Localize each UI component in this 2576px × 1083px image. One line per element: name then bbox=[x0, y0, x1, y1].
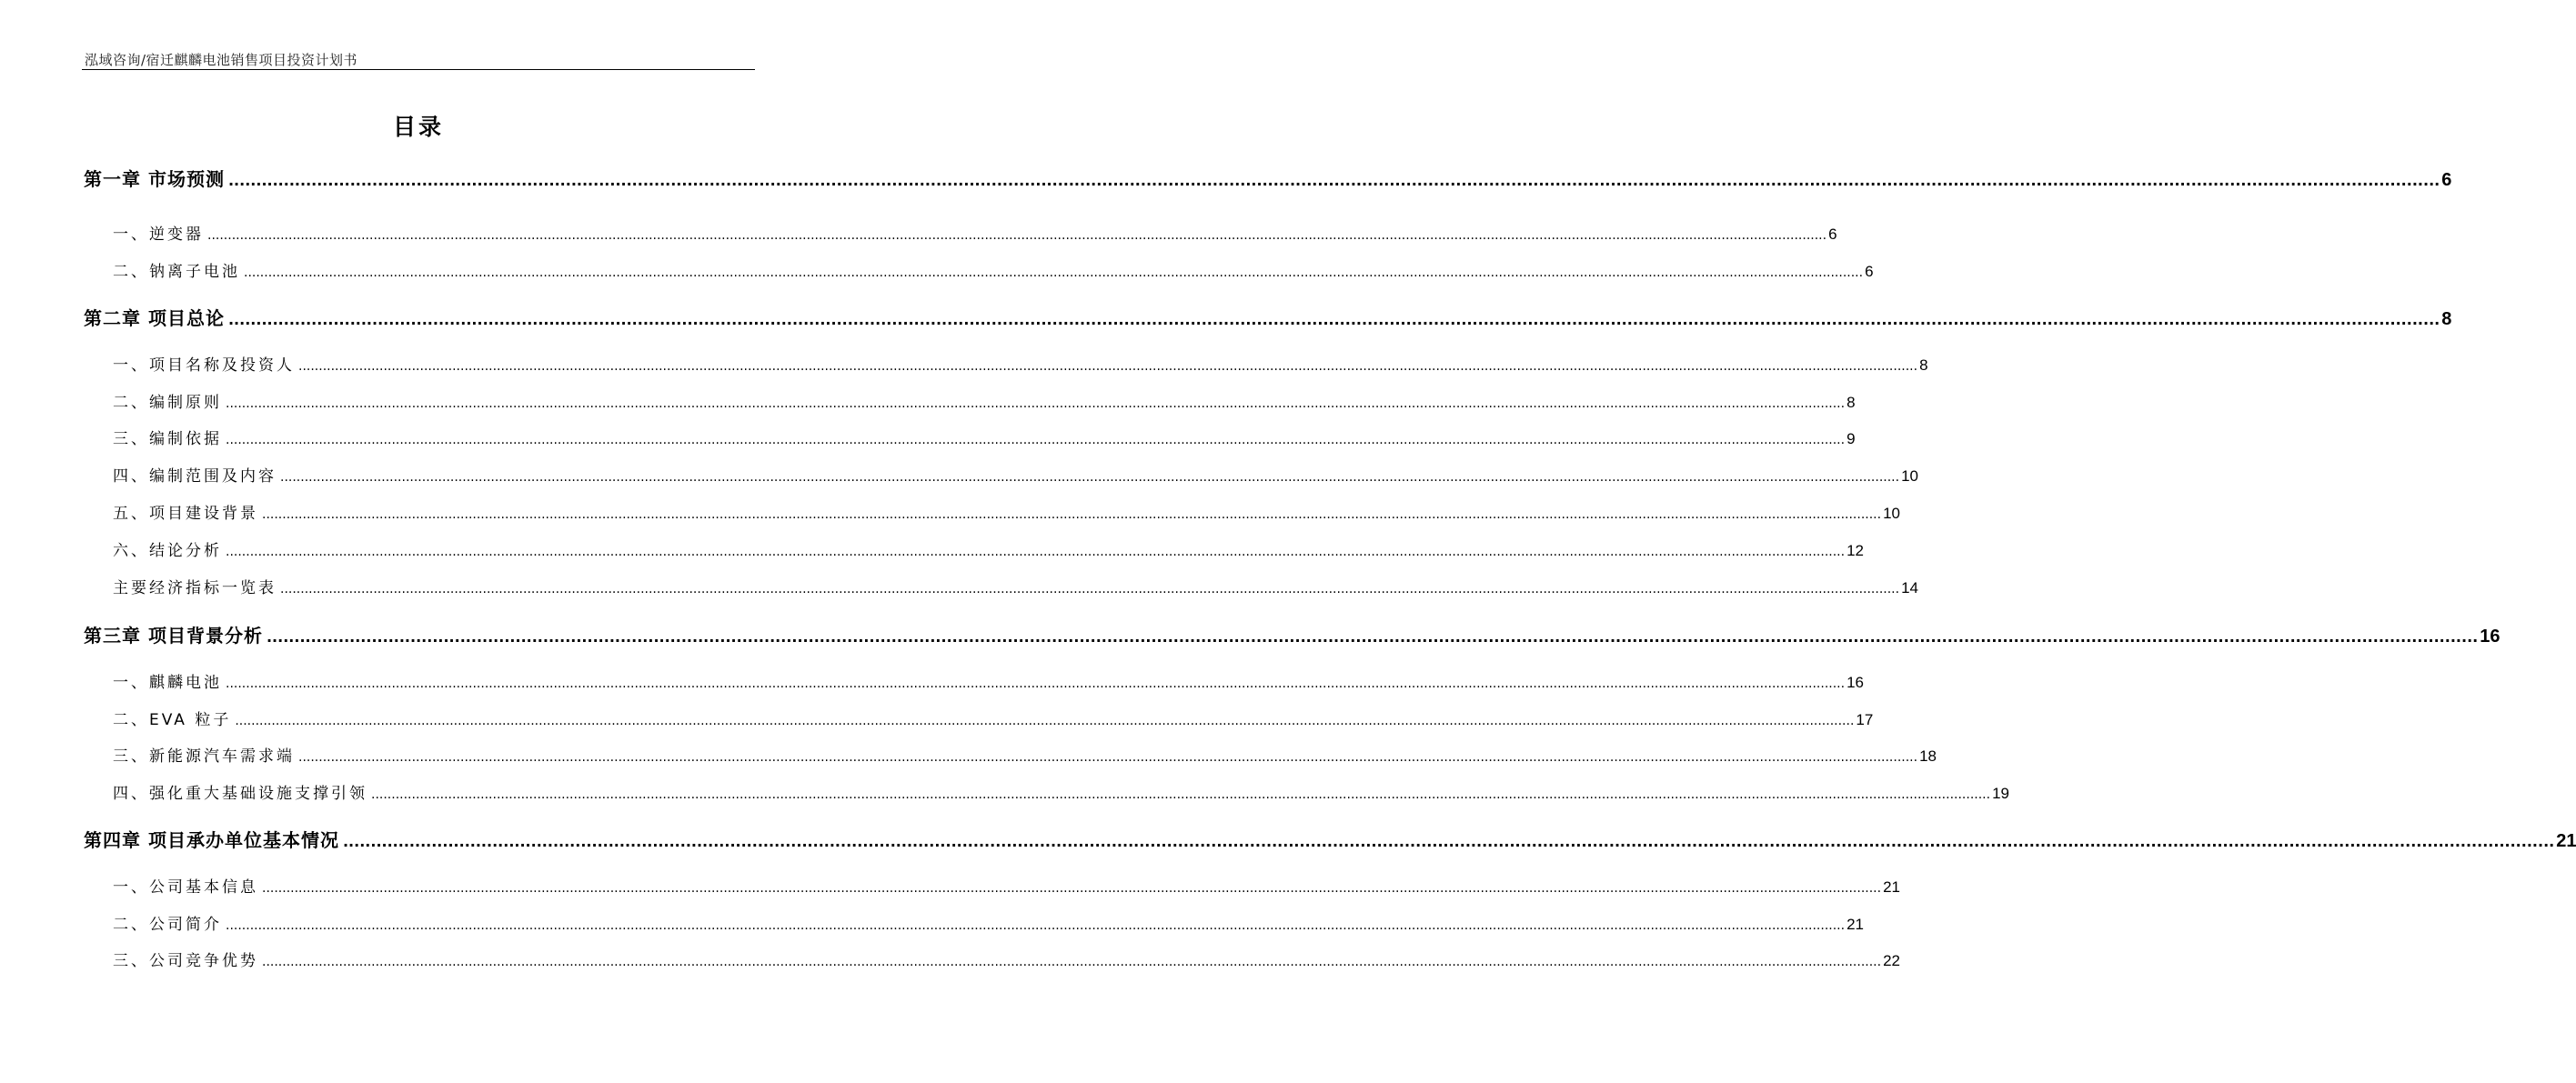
toc-section[interactable] bbox=[113, 877, 1900, 898]
toc-section[interactable] bbox=[113, 355, 1928, 376]
toc-entry-label: 钠离子电池 bbox=[149, 263, 240, 281]
toc-section[interactable] bbox=[113, 783, 2009, 805]
toc-section[interactable] bbox=[113, 672, 1864, 694]
toc-page-number: 21 bbox=[2556, 831, 2576, 851]
toc-section[interactable] bbox=[113, 261, 1874, 283]
toc-entry-label: 强化重大基础设施支撑引领 bbox=[149, 785, 367, 803]
toc-section-number: 三、 bbox=[113, 747, 149, 766]
toc-section-number: 一、 bbox=[113, 878, 149, 897]
dot-leader: ................................................................................................................................................................................................................................................................................................................................................................................................................ bbox=[244, 266, 1864, 280]
toc-section[interactable] bbox=[113, 392, 1856, 414]
dot-leader: ................................................................................................................................................................................................................................................................................................................................................................................................................ bbox=[227, 172, 2440, 189]
toc-page-number: 21 bbox=[1883, 878, 1900, 896]
toc-section-number: 三、 bbox=[113, 952, 149, 970]
toc-chapter-1[interactable] bbox=[84, 166, 2452, 192]
toc-section[interactable] bbox=[113, 224, 1837, 246]
toc-entry-label: 第一章 市场预测 bbox=[84, 168, 225, 190]
toc-page-number: 6 bbox=[1865, 263, 1874, 280]
toc-entry-label: 编制原则 bbox=[149, 394, 222, 412]
toc-section-number: 五、 bbox=[113, 505, 149, 523]
toc-section-number: 二、 bbox=[113, 394, 149, 412]
toc-page-number: 14 bbox=[1901, 579, 1918, 597]
toc-entry-label: 编制范围及内容 bbox=[149, 467, 277, 486]
toc-section[interactable] bbox=[113, 577, 1918, 599]
toc-section-number: 一、 bbox=[113, 226, 149, 244]
toc-entry-label: 逆变器 bbox=[149, 226, 204, 244]
toc-page-number: 8 bbox=[1846, 394, 1856, 411]
dot-leader: ................................................................................................................................................................................................................................................................................................................................................................................................................ bbox=[226, 677, 1846, 691]
dot-leader: ................................................................................................................................................................................................................................................................................................................................................................................................................ bbox=[280, 582, 1900, 597]
dot-leader: ................................................................................................................................................................................................................................................................................................................................................................................................................ bbox=[207, 228, 1827, 243]
dot-leader: ................................................................................................................................................................................................................................................................................................................................................................................................................ bbox=[298, 359, 1918, 374]
toc-page-number: 8 bbox=[2441, 309, 2452, 329]
toc-section-number: 四、 bbox=[113, 467, 149, 486]
toc-entry-label: 麒麟电池 bbox=[149, 674, 222, 692]
toc-entry-label: 第三章 项目背景分析 bbox=[84, 625, 263, 647]
dot-leader: ................................................................................................................................................................................................................................................................................................................................................................................................................ bbox=[266, 628, 2479, 646]
toc-section[interactable] bbox=[113, 709, 1874, 731]
toc-page-number: 18 bbox=[1919, 747, 1937, 765]
toc-page-number: 17 bbox=[1856, 711, 1874, 728]
toc-section-number: 二、 bbox=[113, 916, 149, 934]
toc-entry-label: 公司简介 bbox=[149, 916, 222, 934]
toc-page-number: 10 bbox=[1901, 467, 1918, 485]
running-header: 泓域咨询/宿迁麒麟电池销售项目投资计划书 bbox=[85, 52, 358, 68]
dot-leader: ................................................................................................................................................................................................................................................................................................................................................................................................................ bbox=[342, 833, 2555, 850]
toc-page-number: 6 bbox=[2441, 170, 2452, 190]
toc-section-number: 三、 bbox=[113, 430, 149, 448]
toc-page-number: 9 bbox=[1846, 430, 1856, 447]
toc-entry-label: 第四章 项目承办单位基本情况 bbox=[84, 829, 339, 851]
toc-page-number: 12 bbox=[1846, 542, 1864, 559]
toc-section[interactable] bbox=[113, 950, 1900, 972]
toc-entry-label: 编制依据 bbox=[149, 430, 222, 448]
dot-leader: ................................................................................................................................................................................................................................................................................................................................................................................................................ bbox=[235, 714, 1855, 728]
toc-page-number: 21 bbox=[1846, 916, 1864, 933]
toc-entry-label: EVA 粒子 bbox=[149, 711, 232, 729]
toc-section-number: 二、 bbox=[113, 711, 149, 729]
toc-page-number: 16 bbox=[1846, 674, 1864, 691]
toc-section[interactable] bbox=[113, 914, 1864, 936]
toc-section-number: 一、 bbox=[113, 356, 149, 375]
toc-page-number: 8 bbox=[1919, 356, 1928, 374]
dot-leader: ................................................................................................................................................................................................................................................................................................................................................................................................................ bbox=[262, 507, 1882, 522]
dot-leader: ................................................................................................................................................................................................................................................................................................................................................................................................................ bbox=[226, 918, 1846, 933]
dot-leader: ................................................................................................................................................................................................................................................................................................................................................................................................................ bbox=[226, 545, 1846, 559]
toc-section-number: 二、 bbox=[113, 263, 149, 281]
toc-entry-label: 项目建设背景 bbox=[149, 505, 258, 523]
toc-entry-label: 项目名称及投资人 bbox=[149, 356, 295, 375]
toc-chapter-2[interactable] bbox=[84, 306, 2452, 331]
toc-entry-label: 主要经济指标一览表 bbox=[113, 579, 277, 597]
toc-section[interactable] bbox=[113, 466, 1918, 487]
toc-title: 目录 bbox=[392, 114, 444, 140]
toc-section[interactable] bbox=[113, 540, 1864, 562]
toc-entry-label: 结论分析 bbox=[149, 542, 222, 560]
toc-section-number: 四、 bbox=[113, 785, 149, 803]
toc-section[interactable] bbox=[113, 503, 1900, 525]
toc-page-number: 6 bbox=[1828, 226, 1837, 243]
dot-leader: ................................................................................................................................................................................................................................................................................................................................................................................................................ bbox=[298, 750, 1918, 765]
toc-chapter-3[interactable] bbox=[84, 623, 2501, 648]
toc-entry-label: 第二章 项目总论 bbox=[84, 307, 225, 329]
toc-section[interactable] bbox=[113, 428, 1856, 450]
toc-section[interactable] bbox=[113, 746, 1937, 767]
dot-leader: ................................................................................................................................................................................................................................................................................................................................................................................................................ bbox=[280, 470, 1900, 485]
toc-page-number: 16 bbox=[2480, 627, 2501, 647]
dot-leader: ................................................................................................................................................................................................................................................................................................................................................................................................................ bbox=[226, 396, 1846, 411]
toc-page-number: 22 bbox=[1883, 952, 1900, 969]
toc-section-number: 六、 bbox=[113, 542, 149, 560]
dot-leader: ................................................................................................................................................................................................................................................................................................................................................................................................................ bbox=[226, 433, 1846, 447]
toc-page-number: 19 bbox=[1992, 785, 2009, 802]
dot-leader: ................................................................................................................................................................................................................................................................................................................................................................................................................ bbox=[262, 955, 1882, 969]
toc-section-number: 一、 bbox=[113, 674, 149, 692]
toc-page-number: 10 bbox=[1883, 505, 1900, 522]
dot-leader: ................................................................................................................................................................................................................................................................................................................................................................................................................ bbox=[262, 881, 1882, 896]
toc-entry-label: 新能源汽车需求端 bbox=[149, 747, 295, 766]
dot-leader: ................................................................................................................................................................................................................................................................................................................................................................................................................ bbox=[371, 787, 1991, 802]
dot-leader: ................................................................................................................................................................................................................................................................................................................................................................................................................ bbox=[227, 311, 2440, 328]
toc-entry-label: 公司基本信息 bbox=[149, 878, 258, 897]
toc-entry-label: 公司竞争优势 bbox=[149, 952, 258, 970]
toc-chapter-4[interactable] bbox=[84, 827, 2576, 853]
